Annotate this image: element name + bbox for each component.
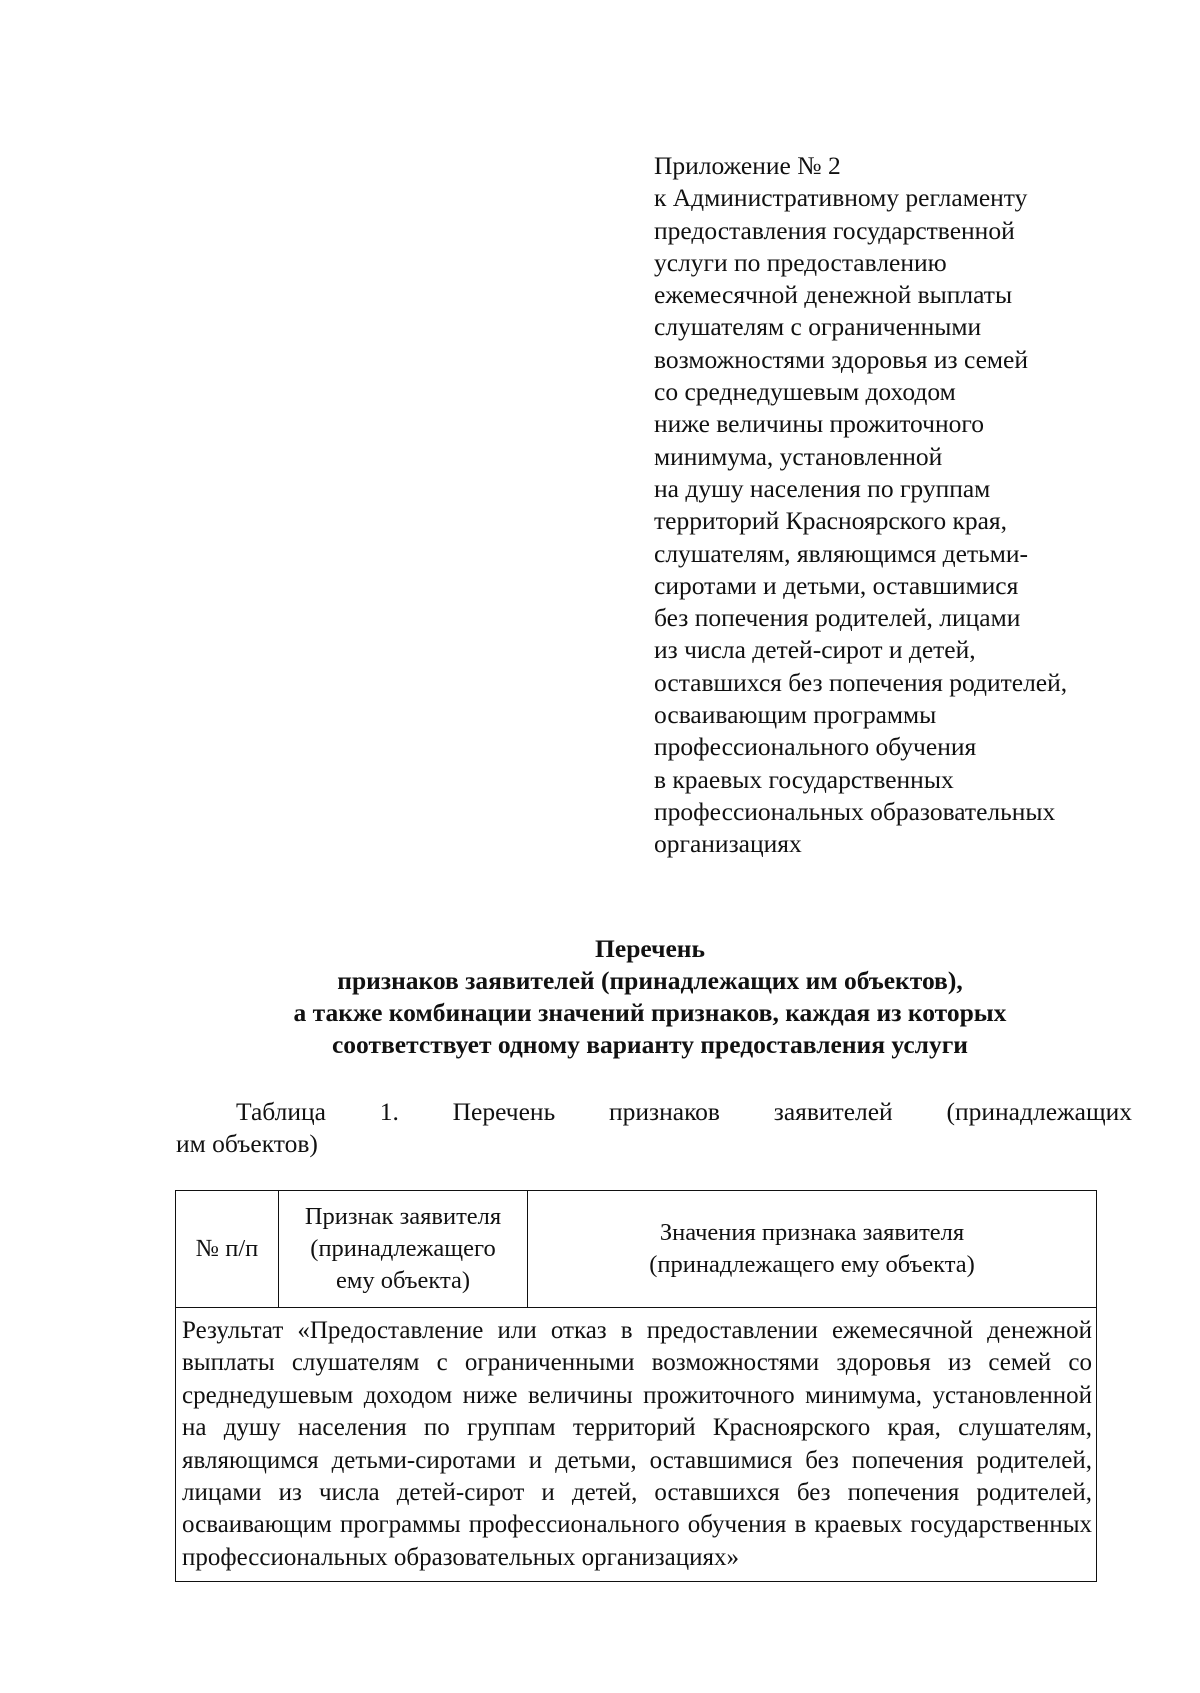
header-attribute-line: (принадлежащего: [310, 1235, 496, 1262]
appendix-line: Приложение № 2: [654, 151, 841, 180]
appendix-line: оставшихся без попечения родителей,: [654, 667, 1068, 697]
appendix-line: организациях: [654, 829, 802, 859]
title-line: Перечень: [595, 934, 705, 963]
attributes-table: [175, 1190, 1097, 1582]
appendix-line: в краевых государственных: [654, 764, 954, 794]
caption-word: (принадлежащих: [946, 1097, 1132, 1126]
appendix-line: сиротами и детьми, оставшимися: [654, 570, 1019, 600]
result-cell: Результат «Предоставление или отказ в предоставлении ежемесячной денежной выплаты слушателям с ограниченными возможностями здоровья из семей со среднедушевым доходом ниже величины прожиточного минимума, установленной на душу населения по группам территорий Красноярского края, слушателям, являющимся детьми-сиротами и детьми, оставшимися без попечения родителей, лицами из числа детей-сирот и детей, оставшихся без попечения родителей, осваивающим программы профессионального обучения в краевых государственных профессиональных образовательных организациях»: [176, 1308, 1097, 1582]
header-number-text: № п/п: [195, 1235, 259, 1262]
header-attribute: [279, 1191, 528, 1308]
appendix-line: предоставления государственной: [654, 215, 1015, 245]
appendix-line: возможностями здоровья из семей: [654, 344, 1028, 374]
appendix-line: минимума, установленной: [654, 441, 943, 471]
appendix-line: со среднедушевым доходом: [654, 377, 956, 407]
header-values-line: Значения признака заявителя: [659, 1219, 965, 1246]
header-number: [176, 1191, 279, 1308]
appendix-line: из числа детей-сирот и детей,: [654, 635, 976, 665]
title-line: а также комбинации значений признаков, каждая из которых: [293, 998, 1007, 1027]
table-caption: [176, 1096, 1132, 1160]
table-row: [176, 1308, 1097, 1582]
appendix-line: к Административному регламенту: [654, 183, 1028, 213]
header-values: [528, 1191, 1097, 1308]
document-title: [170, 933, 1130, 1061]
appendix-line: ниже величины прожиточного: [654, 409, 984, 439]
appendix-line: ежемесячной денежной выплаты: [654, 280, 1013, 310]
appendix-line: осваивающим программы: [654, 700, 937, 730]
appendix-block: [654, 150, 1174, 861]
appendix-line: без попечения родителей, лицами: [654, 603, 1021, 633]
caption-word: заявителей: [773, 1097, 893, 1126]
title-line: признаков заявителей (принадлежащих им объектов),: [337, 966, 963, 995]
caption-word: Таблица: [236, 1097, 326, 1126]
header-attribute-line: Признак заявителя: [304, 1203, 502, 1230]
table-caption-line: [176, 1096, 1132, 1128]
appendix-line: профессионального обучения: [654, 732, 977, 762]
header-attribute-line: ему объекта): [335, 1267, 471, 1294]
appendix-line: слушателям с ограниченными: [654, 312, 982, 342]
table-header-row: [176, 1191, 1097, 1308]
title-line: соответствует одному варианту предоставления услуги: [331, 1030, 969, 1059]
caption-word: 1.: [379, 1097, 399, 1126]
caption-word: признаков: [609, 1097, 720, 1126]
appendix-line: профессиональных образовательных: [654, 796, 1056, 826]
appendix-line: услуги по предоставлению: [654, 247, 947, 277]
appendix-line: территорий Красноярского края,: [654, 506, 1008, 536]
table-caption-line: им объектов): [176, 1129, 318, 1158]
appendix-line: слушателям, являющимся детьми-: [654, 538, 1029, 568]
appendix-line: на душу населения по группам: [654, 473, 991, 503]
caption-word: Перечень: [452, 1097, 556, 1126]
header-values-line: (принадлежащего ему объекта): [649, 1251, 975, 1278]
